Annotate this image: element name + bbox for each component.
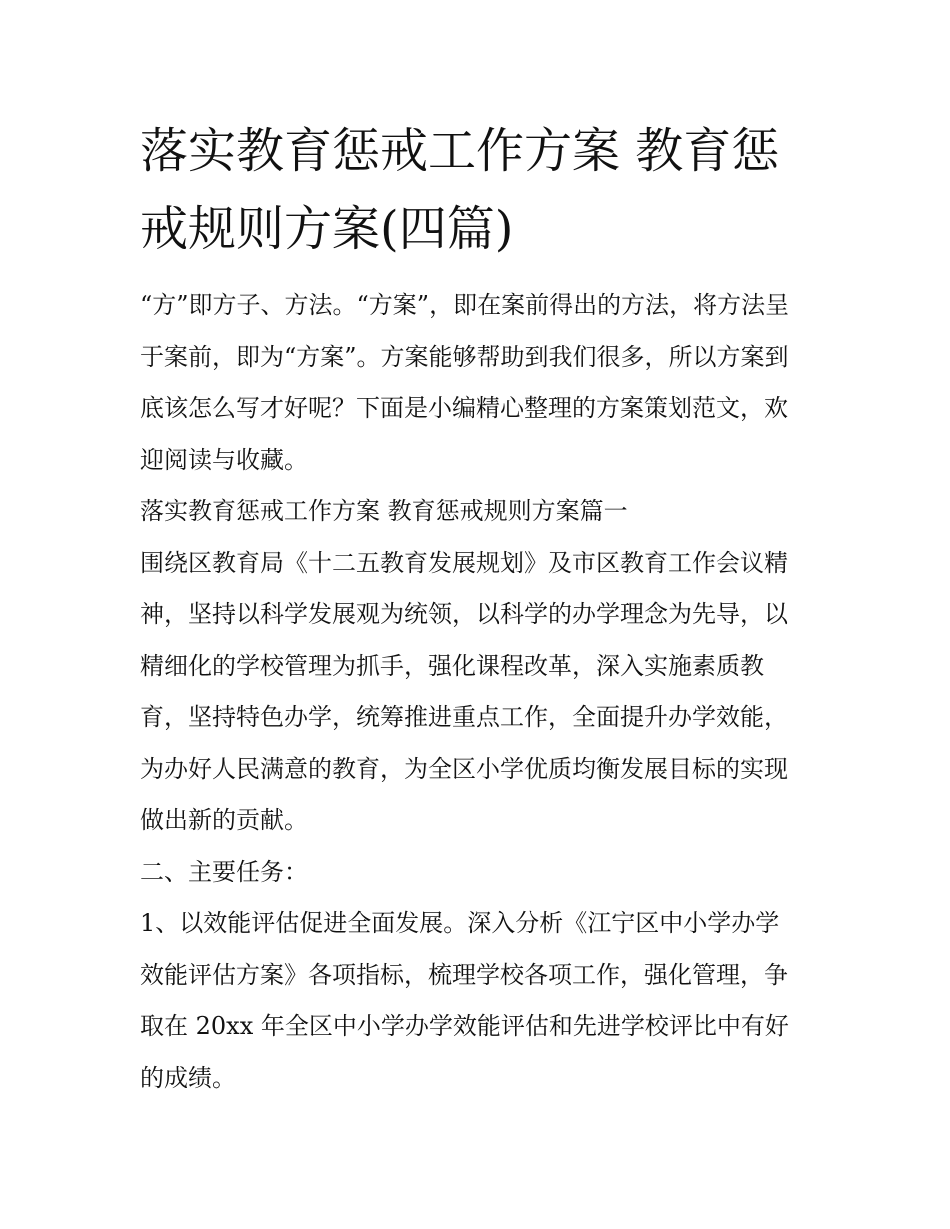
document-content bbox=[140, 112, 820, 1104]
text-line: 育，坚持特色办学，统筹推进重点工作，全面提升办学效能， bbox=[140, 703, 788, 731]
text-line: “方”即方子、方法。“方案”，即在案前得出的方法，将方法呈 bbox=[140, 291, 790, 319]
title-line: 落实教育惩戒工作方案 教育惩 bbox=[140, 123, 780, 179]
task-item bbox=[140, 898, 820, 1104]
text-line: 取在 20xx 年全区中小学办学效能评估和先进学校评比中有好 bbox=[140, 1012, 789, 1040]
text-line: 神，坚持以科学发展观为统领，以科学的办学理念为先导，以 bbox=[140, 600, 788, 628]
title-line: 戒规则方案(四篇) bbox=[140, 201, 514, 257]
subheading-main-tasks bbox=[140, 847, 820, 899]
text-line: 的成绩。 bbox=[140, 1063, 236, 1092]
text-line: 落实教育惩戒工作方案 教育惩戒规则方案篇一 bbox=[140, 497, 628, 525]
text-line: 二、主要任务： bbox=[140, 857, 308, 886]
body-paragraph bbox=[140, 538, 820, 847]
text-line: 迎阅读与收藏。 bbox=[140, 445, 308, 474]
document-title bbox=[140, 112, 820, 268]
text-line: 于案前，即为“方案”。方案能够帮助到我们很多，所以方案到 bbox=[140, 342, 789, 371]
section-heading bbox=[140, 486, 820, 538]
text-line: 底该怎么写才好呢？下面是小编精心整理的方案策划范文，欢 bbox=[140, 394, 788, 422]
text-line: 为办好人民满意的教育，为全区小学优质均衡发展目标的实现 bbox=[140, 754, 788, 783]
text-line: 围绕区教育局《十二五教育发展规划》及市区教育工作会议精 bbox=[140, 548, 788, 577]
text-line: 效能评估方案》各项指标，梳理学校各项工作，强化管理，争 bbox=[140, 960, 788, 989]
text-line: 精细化的学校管理为抓手，强化课程改革，深入实施素质教 bbox=[140, 651, 764, 680]
text-line: 1、以效能评估促进全面发展。深入分析《江宁区中小学办学 bbox=[140, 909, 780, 937]
text-line: 做出新的贡献。 bbox=[140, 806, 308, 834]
intro-paragraph bbox=[140, 280, 820, 486]
